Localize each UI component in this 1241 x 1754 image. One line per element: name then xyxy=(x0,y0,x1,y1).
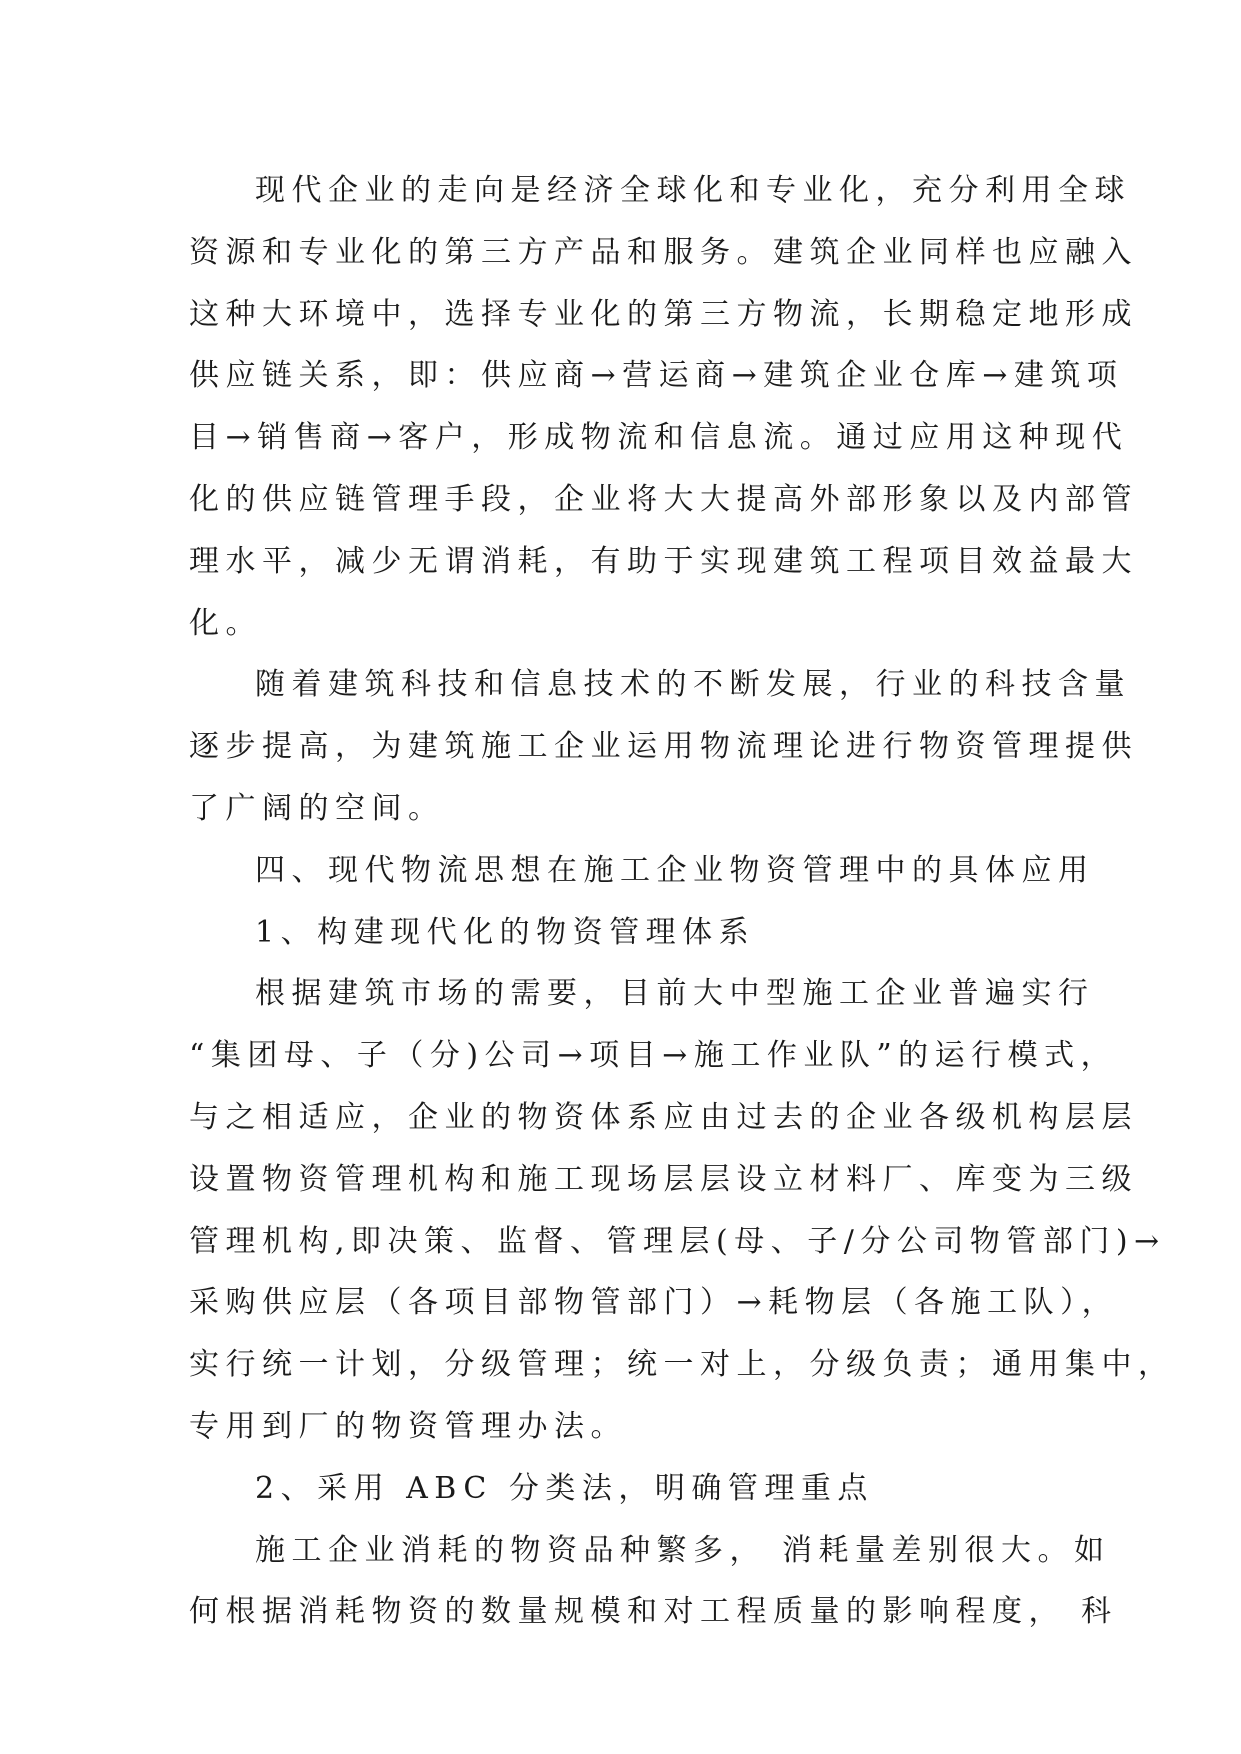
text-line: 设置物资管理机构和施工现场层层设立材料厂、库变为三级 xyxy=(189,1161,1138,1197)
text-line: 目→销售商→客户，形成物流和信息流。通过应用这种现代 xyxy=(189,420,1129,456)
text-line: 专用到厂的物资管理办法。 xyxy=(189,1408,627,1444)
text-line: 2、采用 ABC 分类法，明确管理重点 xyxy=(255,1470,874,1506)
text-line: 了广阔的空间。 xyxy=(189,790,445,826)
text-line: “集团母、子（分)公司→项目→施工作业队”的运行模式， xyxy=(189,1038,1118,1074)
text-line: 这种大环境中，选择专业化的第三方物流，长期稳定地形成 xyxy=(189,296,1138,332)
text-line: 逐步提高，为建筑施工企业运用物流理论进行物资管理提供 xyxy=(189,729,1138,765)
text-line: 1、构建现代化的物资管理体系 xyxy=(255,914,756,950)
text-line: 与之相适应，企业的物资体系应由过去的企业各级机构层层 xyxy=(189,1099,1138,1135)
subheading-one xyxy=(189,902,1049,964)
text-line: 四、现代物流思想在施工企业物资管理中的具体应用 xyxy=(255,852,1095,888)
paragraph-technology xyxy=(189,654,1138,839)
text-line: 实行统一计划，分级管理；统一对上，分级负责；通用集中， xyxy=(189,1347,1175,1383)
text-line: 随着建筑科技和信息技术的不断发展，行业的科技含量 xyxy=(255,667,1131,703)
text-line: 供应链关系，即：供应商→营运商→建筑企业仓库→建筑项 xyxy=(189,358,1124,394)
text-line: 理水平，减少无谓消耗，有助于实现建筑工程项目效益最大 xyxy=(189,543,1138,579)
subheading-two xyxy=(189,1458,1049,1520)
section-heading-four xyxy=(189,840,1095,902)
text-line: 资源和专业化的第三方产品和服务。建筑企业同样也应融入 xyxy=(189,234,1138,270)
paragraph-abc-classification xyxy=(189,1520,1118,1644)
text-line: 管理机构,即决策、监督、管理层(母、子/分公司物管部门)→ xyxy=(189,1223,1166,1259)
text-line: 现代企业的走向是经济全球化和专业化，充分利用全球 xyxy=(255,173,1131,208)
text-line: 化。 xyxy=(189,605,262,641)
text-line: 何根据消耗物资的数量规模和对工程质量的影响程度， 科 xyxy=(189,1594,1118,1630)
text-line: 采购供应层（各项目部物管部门）→耗物层（各施工队）， xyxy=(189,1285,1119,1321)
paragraph-management-system xyxy=(189,963,1175,1457)
document-body xyxy=(189,160,1175,1643)
text-line: 化的供应链管理手段，企业将大大提高外部形象以及内部管 xyxy=(189,481,1138,517)
paragraph-globalization xyxy=(189,160,1138,654)
text-line: 根据建筑市场的需要，目前大中型施工企业普遍实行 xyxy=(255,976,1095,1012)
text-line: 施工企业消耗的物资品种繁多， 消耗量差别很大。如 xyxy=(255,1532,1111,1568)
